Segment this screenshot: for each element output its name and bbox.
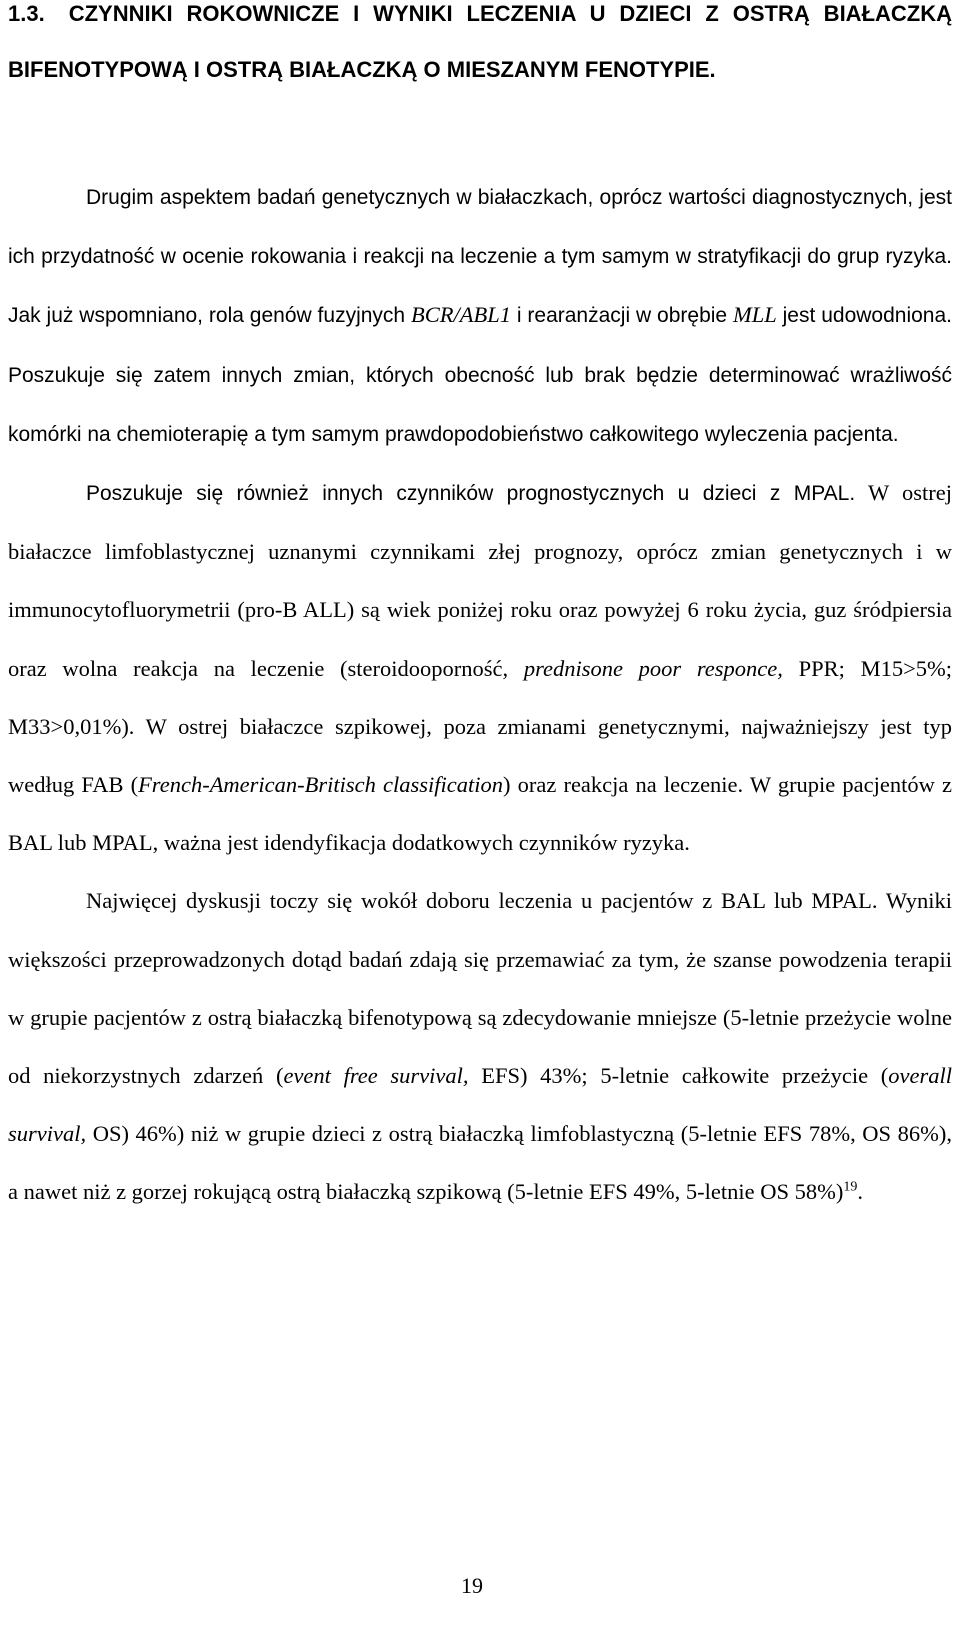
paragraph-2-text-b: W ostrej białaczce limfoblastycznej uznanymi czynnikami złej prognozy, oprócz zmian genetycznych i w immunocytofluorymetrii (pro-B ALL) są wiek poniżej roku oraz powyżej 6 roku życia, guz śródpiersia oraz wolna reakcja na leczenie (steroidooporność, [8, 480, 952, 681]
document-page [8, 0, 952, 1222]
paragraph-3 [8, 872, 952, 1221]
paragraph-1-text-a: Drugim aspektem badań genetycznych w białaczkach, oprócz wartości diagnostycznych, jest ich przydatność w ocenie rokowania i reakcji na leczenie a tym samym w stratyfikacji do grup ryzyka. Jak już wspomniano, rola genów fuzyjnych [8, 186, 952, 328]
paragraph-1-text-c: jest udowodniona. Poszukuje się zatem innych zmian, których obecność lub brak będzie determinować wrażliwość komórki na chemioterapię a tym samym prawdopodobieństwo całkowitego wyleczenia pacjenta. [8, 304, 952, 446]
section-heading [8, 0, 952, 98]
paragraph-1 [8, 168, 952, 464]
gene-mll: MLL [732, 302, 777, 328]
page-number: 19 [461, 1573, 483, 1598]
paragraph-2 [8, 464, 952, 872]
paragraph-2-text-d: ) oraz reakcja na leczenie. W grupie pacjentów z BAL lub MPAL, ważna jest idendyfikacja dodatkowych czynników ryzyka. [8, 772, 952, 856]
term-event-free-survival: event free survival, [283, 1063, 469, 1089]
term-overall-survival: overall survival, [8, 1063, 952, 1147]
section-number: 1.3. [8, 1, 45, 26]
paragraph-3-text-c: OS) 46%) niż w grupie dzieci z ostrą białaczką limfoblastyczną (5-letnie EFS 78%, OS 86%), a nawet niż z gorzej rokującą ostrą białaczką szpikową (5-letnie EFS 49%, 5-letnie OS 58%) [8, 1121, 952, 1205]
section-title: CZYNNIKI ROKOWNICZE I WYNIKI LECZENIA U DZIECI Z OSTRĄ BIAŁACZKĄ BIFENOTYPOWĄ I OSTRĄ BIAŁACZKĄ O MIESZANYM FENOTYPIE. [8, 1, 952, 82]
term-prednisone-poor-responce: prednisone poor responce, [523, 655, 783, 681]
paragraph-3-text-d: . [857, 1179, 863, 1205]
citation-reference: 19 [843, 1179, 858, 1195]
paragraph-2-text-c: PPR; M15>5%; M33>0,01%). W ostrej białaczce szpikowej, poza zmianami genetycznymi, najważniejszy jest typ według FAB ( [8, 655, 953, 798]
paragraph-3-text-a: Najwięcej dyskusji toczy się wokół doboru leczenia u pacjentów z BAL lub MPAL. Wyniki większości przeprowadzonych dotąd badań zdają się przemawiać za tym, że szanse powodzenia terapii w grupie pacjentów z ostrą białaczką bifenotypową są zdecydowanie mniejsze (5-letnie przeżycie wolne od niekorzystnych zdarzeń ( [8, 888, 952, 1089]
term-fab-classification: French-American-Britisch classification [138, 772, 504, 798]
paragraph-2-text-a: Poszukuje się również innych czynników prognostycznych u dzieci z MPAL. [86, 482, 856, 506]
paragraph-1-text-b: i rearanżacji w obrębie [510, 304, 733, 328]
paragraph-3-text-b: EFS) 43%; 5-letnie całkowite przeżycie ( [468, 1063, 889, 1089]
gene-bcr-abl1: BCR/ABL1 [410, 302, 511, 328]
